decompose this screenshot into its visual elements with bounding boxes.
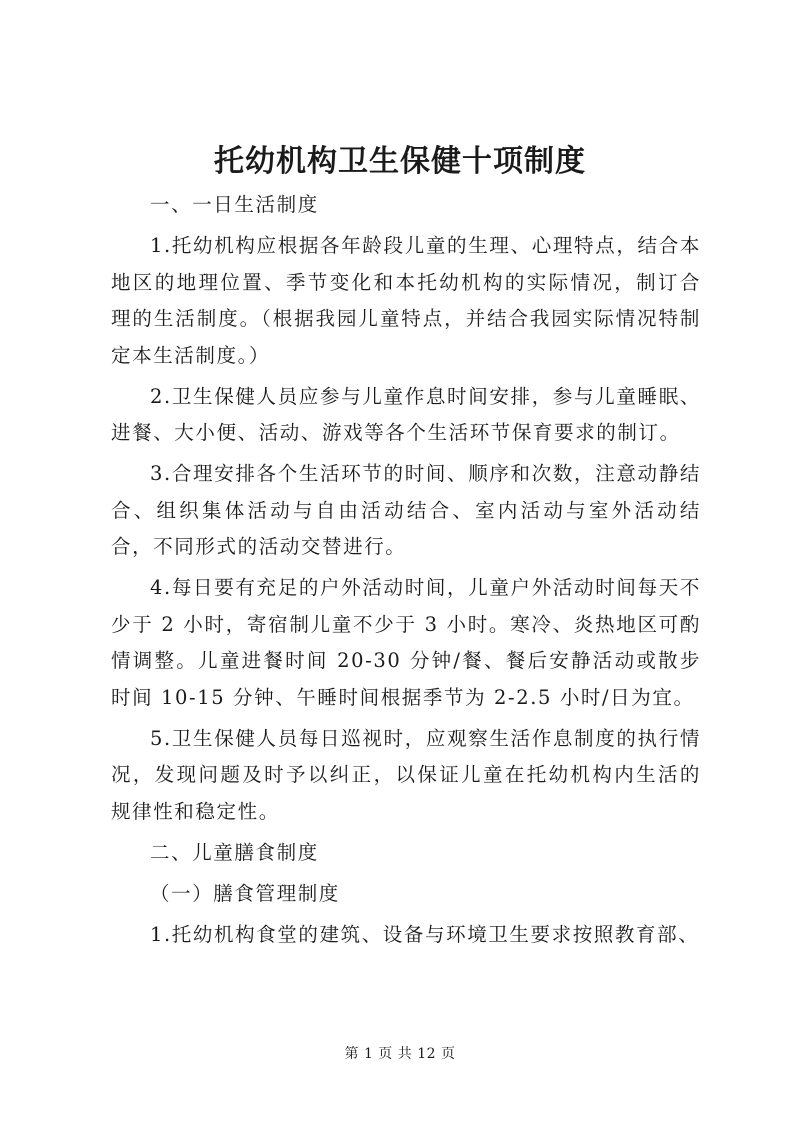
- section-heading-diet: 二、儿童膳食制度: [150, 840, 319, 864]
- document-title: 托幼机构卫生保健十项制度: [214, 144, 586, 179]
- paragraph-item-3: 3.合理安排各个生活环节的时间、顺序和次数，注意动静结合、组织集体活动与自由活动结合、室内活动与室外活动结合，不同形式的活动交替进行。: [111, 462, 701, 558]
- subsection-heading-diet-management: （一）膳食管理制度: [150, 881, 340, 905]
- section-heading-daily-routine: 一、一日生活制度: [150, 193, 319, 216]
- paragraph-diet-item-1: 1.托幼机构食堂的建筑、设备与环境卫生要求按照教育部、: [150, 922, 700, 946]
- paragraph-item-4: 4.每日要有充足的户外活动时间，儿童户外活动时间每天不少于 2 小时，寄宿制儿童不少于 3 小时。寒冷、炎热地区可酌情调整。儿童进餐时间 20-30 分钟/餐、餐后安静活动或散步时间 10-15 分钟、午睡时间根据季节为 2-2.5 小时/日为宜。: [111, 576, 701, 709]
- paragraph-item-2: 2.卫生保健人员应参与儿童作息时间安排，参与儿童睡眠、进餐、大小便、活动、游戏等各个生活环节保育要求的制订。: [111, 384, 701, 444]
- paragraph-item-5: 5.卫生保健人员每日巡视时，应观察生活作息制度的执行情况，发现问题及时予以纠正，以保证儿童在托幼机构内生活的规律性和稳定性。: [111, 726, 701, 823]
- document-body: [111, 187, 701, 958]
- paragraph-item-1: 1.托幼机构应根据各年龄段儿童的生理、心理特点，结合本地区的地理位置、季节变化和本托幼机构的实际情况，制订合理的生活制度。（根据我园儿童特点，并结合我园实际情况特制定本生活制度。）: [111, 234, 701, 367]
- page-footer: 第 1 页 共 12 页: [344, 1046, 456, 1062]
